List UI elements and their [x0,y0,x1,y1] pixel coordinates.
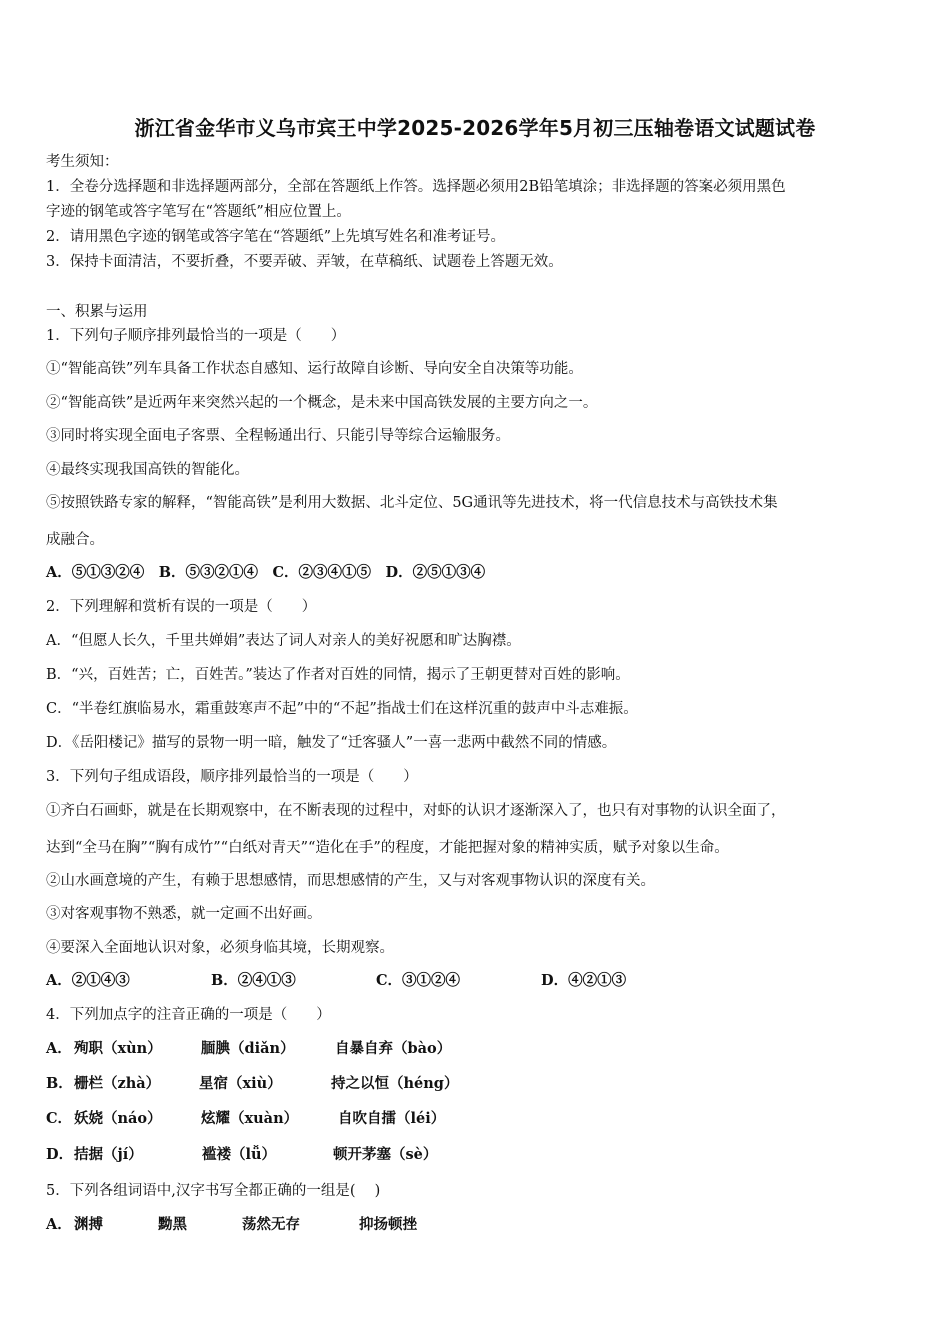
question-1-stem: 1．下列句子顺序排列最恰当的一项是（ ） [46,328,346,344]
notice-item: 2．请用黑色字迹的钢笔或答字笔在“答题纸”上先填写姓名和准考证号。 [46,229,506,245]
notice-item: 3．保持卡面清洁，不要折叠，不要弄破、弄皱，在草稿纸、试题卷上答题无效。 [46,254,563,270]
question-3-stem: 3．下列句子组成语段，顺序排列最恰当的一项是（ ） [46,769,418,785]
question-2-option-d[interactable]: D．《岳阳楼记》描写的景物一明一暗，触发了“迁客骚人”一喜一悲两中截然不同的情感。 [46,735,617,751]
question-1-sentence: ⑤按照铁路专家的解释，“智能高铁”是利用大数据、北斗定位、5G通讯等先进技术，将一代信息技术与高铁技术集 [46,495,778,511]
question-2-option-c[interactable]: C．“半卷红旗临易水，霜重鼓寒声不起”中的“不起”指战士们在这样沉重的鼓声中斗志难振。 [46,701,638,717]
question-1-sentence: ④最终实现我国高铁的智能化。 [46,462,249,478]
notice-heading: 考生须知： [46,154,119,170]
question-3-sentence: ③对客观事物不熟悉，就一定画不出好画。 [46,906,322,922]
question-5-stem: 5．下列各组词语中,汉字书写全都正确的一组是( ) [46,1183,381,1199]
question-1-sentence: 成融合。 [46,532,104,548]
question-3-option-c[interactable]: C．③①②④ [376,972,461,989]
question-2-option-a[interactable]: A．“但愿人长久，千里共婵娟”表达了词人对亲人的美好祝愿和旷达胸襟。 [46,633,521,649]
question-3-option-b[interactable]: B．②④①③ [211,972,296,989]
section-heading: 一、积累与运用 [46,304,148,320]
question-1-sentence: ②“智能高铁”是近两年来突然兴起的一个概念，是未来中国高铁发展的主要方向之一。 [46,395,598,411]
question-1-sentence: ③同时将实现全面电子客票、全程畅通出行、只能引导等综合运输服务。 [46,428,510,444]
question-1-sentence: ①“智能高铁”列车具备工作状态自感知、运行故障自诊断、导向安全自决策等功能。 [46,361,583,377]
exam-page: 浙江省金华市义乌市宾王中学2025-2026学年5月初三压轴卷语文试题试卷 考生须知： 1．全卷分选择题和非选择题两部分，全部在答题纸上作答。选择题必须用2B铅笔填涂；非选择题的答案必须用黑色 字迹的钢笔或答字笔写在“答题纸”相应位置上。 2．请用黑色字迹的钢笔或答字笔在“答题纸”上先填写姓名和准考证号。 3．保持卡面清洁，不要折叠，不要弄破、弄皱，在草稿纸、试题卷上答题无效。 一、积累与运用 1．下列句子顺序排列最恰当的一项是（ ） ①“智能高铁”列车具备工作状态自感知、运行故障自诊断、导向安全自决策等功能。 ②“智能高铁”是近两年来突然兴起的一个概念，是未来中国高铁发展的主要方向之一。 ③同时将实现全面电子客票、全程畅通出行、只能引导等综合运输服务。 ④最终实现我国高铁的智能化。 ⑤按照铁路专家的解释，“智能高铁”是利用大数据、北斗定位、5G通讯等先进技术，将一代信息技术与高铁技术集 成融合。 A．⑤①③②④ B．⑤③②①④ C．②③④①⑤ D．②⑤①③④ 2．下列理解和赏析有误的一项是（ ） A．“但愿人长久，千里共婵娟”表达了词人对亲人的美好祝愿和旷达胸襟。 B．“兴，百姓苦；亡，百姓苦。”装达了作者对百姓的同情，揭示了王朝更替对百姓的影响。 C．“半卷红旗临易水，霜重鼓寒声不起”中的“不起”指战士们在这样沉重的鼓声中斗志难振。 D．《岳阳楼记》描写的景物一明一暗，触发了“迁客骚人”一喜一悲两中截然不同的情感。 3．下列句子组成语段，顺序排列最恰当的一项是（ ） ①齐白石画虾，就是在长期观察中，在不断表现的过程中，对虾的认识才逐渐深入了，也只有对事物的认识全面了， 达到“全马在胸”“胸有成竹”“白纸对青天”“造化在手”的程度，才能把握对象的精神实质，赋予对象以生命。 ②山水画意境的产生，有赖于思想感情，而思想感情的产生，又与对客观事物认识的深度有关。 ③对客观事物不熟悉，就一定画不出好画。 ④要深入全面地认识对象，必须身临其境，长期观察。 A．②①④③ B．②④①③ C．③①②④ D．④②①③ 4．下列加点字的注音正确的一项是（ ） A． 殉职（xùn） 腼腆（diǎn） 自暴自弃（bào） B． 栅栏（zhà） 星宿（xiù） 持之以恒（héng） C． 妖娆（náo） 炫耀（xuàn） 自吹自擂（léi） D． 拮据（jí） 褴褛（lǚ） 顿开茅塞（sè） 5．下列各组词语中,汉字书写全都正确的一组是( ) A． 渊搏 黝黑 荡然无存 抑扬顿挫 [0,0,950,1344]
question-1-options[interactable]: A．⑤①③②④ B．⑤③②①④ C．②③④①⑤ D．②⑤①③④ [46,564,486,581]
question-3-option-a[interactable]: A．②①④③ [46,972,130,989]
question-2-stem: 2．下列理解和赏析有误的一项是（ ） [46,599,317,615]
question-3-sentence: ②山水画意境的产生，有赖于思想感情，而思想感情的产生，又与对客观事物认识的深度有关。 [46,873,655,889]
page-title: 浙江省金华市义乌市宾王中学2025-2026学年5月初三压轴卷语文试题试卷 [134,116,816,140]
question-4-stem: 4．下列加点字的注音正确的一项是（ ） [46,1007,331,1023]
question-3-sentence: 达到“全马在胸”“胸有成竹”“白纸对青天”“造化在手”的程度，才能把握对象的精神实质，赋予对象以生命。 [46,840,729,856]
notice-item: 字迹的钢笔或答字笔写在“答题纸”相应位置上。 [46,204,351,220]
notice-item: 1．全卷分选择题和非选择题两部分，全部在答题纸上作答。选择题必须用2B铅笔填涂；非选择题的答案必须用黑色 [46,179,786,195]
question-3-sentence: ①齐白石画虾，就是在长期观察中，在不断表现的过程中，对虾的认识才逐渐深入了，也只有对事物的认识全面了， [46,803,786,819]
question-3-option-d[interactable]: D．④②①③ [541,972,627,989]
question-2-option-b[interactable]: B．“兴，百姓苦；亡，百姓苦。”装达了作者对百姓的同情，揭示了王朝更替对百姓的影响。 [46,667,630,683]
question-3-sentence: ④要深入全面地认识对象，必须身临其境，长期观察。 [46,940,394,956]
